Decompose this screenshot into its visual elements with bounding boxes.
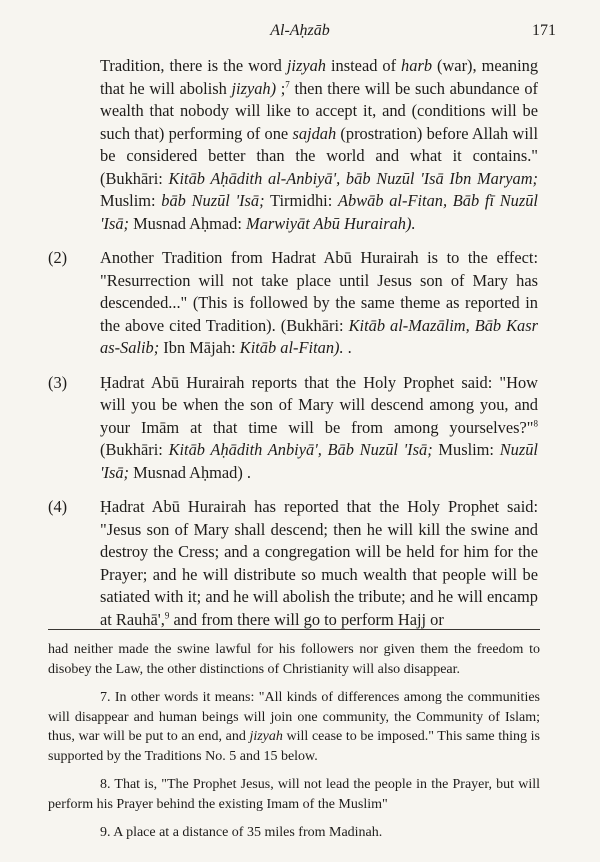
text-run: instead of bbox=[326, 56, 402, 75]
italic-citation: Marwiyāt Abū Hurairah). bbox=[246, 213, 416, 233]
footnote-ref-7: 7 bbox=[285, 79, 290, 90]
item-text bbox=[100, 247, 538, 360]
italic-citation: Abwāb al-Fitan, Bāb fī Nuzūl 'Isā; bbox=[100, 191, 538, 233]
italic-citation: bāb Nuzūl 'Isā; bbox=[161, 191, 265, 210]
text-run: (war), meaning that he will abolish bbox=[100, 56, 539, 98]
footnote-divider bbox=[48, 629, 540, 630]
main-text bbox=[0, 55, 600, 631]
italic-citation: Kitāb Aḥādith al-Anbiyā', bāb Nuzūl 'Isā Ibn Maryam; bbox=[168, 168, 538, 188]
running-header-title: Al-Aḥzāb bbox=[270, 22, 330, 39]
text-run: will cease to be imposed." This same thing is supported by the Traditions No. 5 and 15 below. bbox=[48, 729, 540, 764]
italic-term: jizyah bbox=[249, 729, 283, 744]
footnote-ref-8: 8 bbox=[533, 418, 538, 429]
item-text bbox=[100, 372, 538, 485]
italic-citation: Nuzūl 'Isā; bbox=[100, 440, 538, 482]
text-run: . bbox=[343, 338, 352, 357]
text-run: Musnad Aḥmad: bbox=[129, 213, 247, 233]
text-run: (Bukhāri: bbox=[100, 440, 169, 459]
text-run: and from there will go to perform Hajj or bbox=[169, 609, 444, 629]
numbered-item-4 bbox=[0, 496, 600, 631]
text-run: Muslim: bbox=[432, 440, 500, 459]
text-run: ; bbox=[276, 78, 286, 98]
italic-citation: Kitāb al-Fitan). bbox=[239, 338, 344, 357]
text-run: Muslim: bbox=[100, 191, 162, 210]
item-number: (2) bbox=[48, 248, 68, 267]
item-number: (3) bbox=[48, 372, 68, 392]
text-run: Another Tradition from Hadrat Abū Hurairah is to the effect: "Resurrection will not take place until Jesus son of Mary has descended..." (This is followed by the same theme as reported in the above cited Tradition). (Bukhāri: bbox=[100, 248, 538, 335]
text-run: (prostration) before Allah will be considered better than the world and what it contains." (Bukhāri: bbox=[100, 123, 538, 188]
text-run: Tradition, there is the word bbox=[100, 56, 287, 75]
text-run: 7. In other words it means: "All kinds of differences among the communities will disappear and human beings will join one community, the Community of Islam; thus, war will be put to an end, and bbox=[48, 690, 540, 744]
italic-citation: Kitāb Aḥādith Anbiyā', Bāb Nuzūl 'Isā; bbox=[168, 440, 433, 459]
footnote-carryover: had neither made the swine lawful for his followers nor given them the freedom to disobey the Law, the other distinctions of Christianity will also disappear. bbox=[48, 642, 540, 677]
footnote-8: 8. That is, "The Prophet Jesus, will not lead the people in the Prayer, but will perform his Prayer behind the existing Imam of the Muslim" bbox=[48, 777, 540, 812]
text-run: Ḥadrat Abū Hurairah has reported that the Holy Prophet said: "Jesus son of Mary shall descend; then he will kill the swine and destroy the Cress; and a congregation will be held for him for the Prayer; and he will distribute so much wealth that people will be satiated with it; and he will abolish the tribute; and he will encamp at Rauhā', bbox=[100, 497, 538, 629]
italic-term: jizyah) bbox=[231, 78, 277, 98]
numbered-item-3 bbox=[0, 372, 600, 485]
italic-term: harb bbox=[401, 56, 433, 75]
numbered-item-2 bbox=[0, 247, 600, 360]
item-text bbox=[100, 496, 538, 631]
footnotes bbox=[48, 640, 540, 852]
text-run: then there will be such abundance of wealth that nobody will like to accept it, and (conditions will be such that) performing of one bbox=[100, 78, 539, 143]
text-run: Ibn Mājah: bbox=[159, 338, 240, 357]
footnote-ref-9: 9 bbox=[164, 610, 170, 621]
text-run: Tirmidhi: bbox=[264, 191, 338, 210]
page-number: 171 bbox=[532, 22, 556, 39]
item-number: (4) bbox=[48, 497, 68, 516]
italic-term: jizyah bbox=[286, 56, 326, 75]
text-run: Ḥadrat Abū Hurairah reports that the Holy Prophet said: "How will you be when the son of Mary will descend among you, and your Imām at that time will be from among yourselves?" bbox=[100, 372, 538, 437]
continuation-paragraph bbox=[100, 55, 538, 235]
footnote-7 bbox=[48, 688, 540, 766]
italic-term: sajdah bbox=[292, 123, 337, 143]
footnote-9: 9. A place at a distance of 35 miles from Madinah. bbox=[100, 825, 383, 840]
text-run: Musnad Aḥmad) . bbox=[129, 462, 252, 482]
italic-citation: Kitāb al-Mazālim, Bāb Kasr as-Salib; bbox=[100, 315, 539, 357]
